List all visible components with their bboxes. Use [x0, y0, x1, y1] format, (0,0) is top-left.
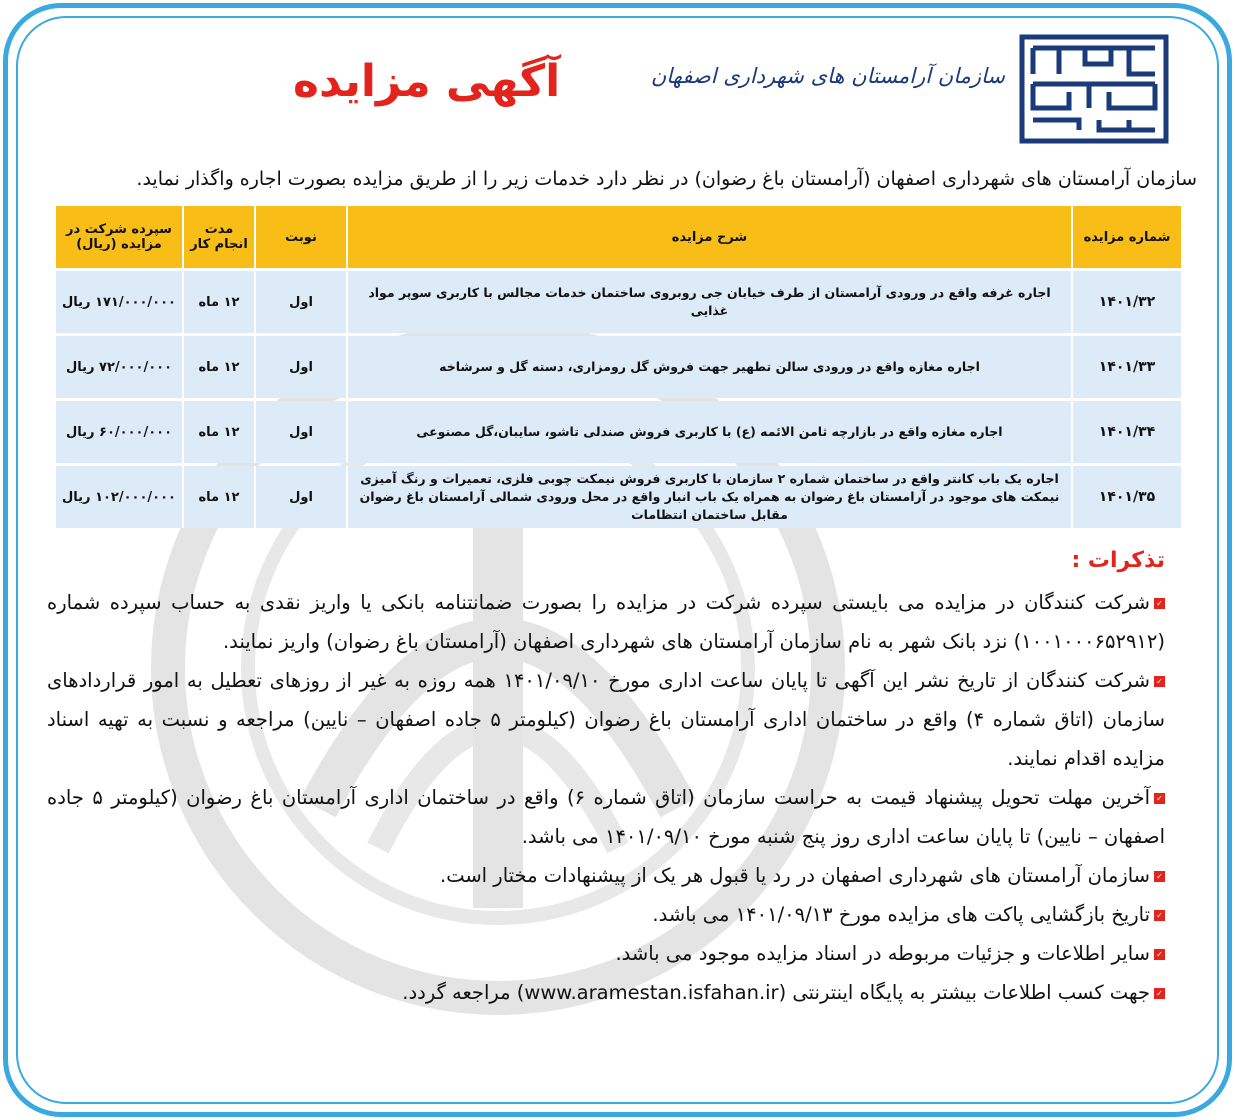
- cell-description: اجاره یک باب کانتر واقع در ساختمان شماره ۲ سازمان با کاربری فروش نیمکت چوبی فلزی، تعمیرات و رنگ آمیزی نیمکت های موجود در آرامستان باغ رضوان به همراه یک باب انبار واقع در محل ورودی شمالی آرامستان باغ رضوان مقابل ساختمان انتظامات: [346, 466, 1071, 528]
- cell-description: اجاره غرفه واقع در ورودی آرامستان از طرف خیابان جی روبروی ساختمان خدمات مجالس با کاربری سوپر مواد غذایی: [346, 271, 1071, 333]
- organization-logo: [1019, 34, 1169, 144]
- table-header-row: [56, 206, 1181, 268]
- cell-number: ۱۴۰۱/۳۵: [1071, 466, 1181, 528]
- cell-description: اجاره مغازه واقع در بازارچه ثامن الائمه (ع) با کاربری فروش صندلی تاشو، سایبان،گل مصنوعی: [346, 401, 1071, 463]
- notes-list: [47, 583, 1165, 1012]
- cell-duration: ۱۲ ماه: [182, 466, 254, 528]
- note-text: شرکت کنندگان در مزایده می بایستی سپرده شرکت در مزایده را بصورت ضمانتنامه بانکی یا واریز نقدی به حساب سپرده شماره (۱۰۰۱۰۰۰۶۵۲۹۱۲) نزد بانک شهر به نام سازمان آرامستان های شهرداری اصفهان (آرامستان باغ رضوان) واریز نمایند.: [47, 591, 1165, 653]
- cell-deposit: ۱۰۲/۰۰۰/۰۰۰ ریال: [56, 466, 182, 528]
- notice-title: آگهی مزایده: [293, 56, 561, 107]
- table-row: [56, 401, 1181, 463]
- cell-turn: اول: [254, 401, 346, 463]
- auction-table: [56, 203, 1181, 531]
- cell-turn: اول: [254, 271, 346, 333]
- header-number: شماره مزایده: [1071, 206, 1181, 268]
- note-item: [47, 934, 1165, 973]
- header-description: شرح مزایده: [346, 206, 1071, 268]
- note-text: جهت کسب اطلاعات بیشتر به پایگاه اینترنتی (www.aramestan.isfahan.ir) مراجعه گردد.: [402, 981, 1150, 1004]
- notes-title: تذکرات :: [1071, 548, 1165, 573]
- note-item: [47, 661, 1165, 778]
- cell-turn: اول: [254, 336, 346, 398]
- checkbox-bullet-icon: ✓: [1154, 793, 1165, 804]
- note-text: تاریخ بازگشایی پاکت های مزایده مورخ ۱۴۰۱/۰۹/۱۳ می باشد.: [652, 903, 1150, 926]
- checkbox-bullet-icon: ✓: [1154, 988, 1165, 999]
- header-deposit: سپرده شرکت در مزایده (ریال): [56, 206, 182, 268]
- cell-duration: ۱۲ ماه: [182, 271, 254, 333]
- note-item: [47, 583, 1165, 661]
- note-text: سازمان آرامستان های شهرداری اصفهان در رد یا قبول هر یک از پیشنهادات مختار است.: [440, 864, 1150, 887]
- cell-number: ۱۴۰۱/۳۲: [1071, 271, 1181, 333]
- cell-duration: ۱۲ ماه: [182, 401, 254, 463]
- checkbox-bullet-icon: ✓: [1154, 676, 1165, 687]
- intro-text: سازمان آرامستان های شهرداری اصفهان (آرامستان باغ رضوان) در نظر دارد خدمات زیر را از طریق مزایده بصورت اجاره واگذار نماید.: [136, 168, 1197, 190]
- note-text: شرکت کنندگان از تاریخ نشر این آگهی تا پایان ساعت اداری مورخ ۱۴۰۱/۰۹/۱۰ همه روزه به غیر از روزهای تعطیل به امور قراردادهای سازمان (اتاق شماره ۴) واقع در ساختمان اداری آرامستان باغ رضوان (کیلومتر ۵ جاده اصفهان – نایین) مراجعه و نسبت به تهیه اسناد مزایده اقدام نمایند.: [47, 669, 1165, 770]
- note-text: سایر اطلاعات و جزئیات مربوطه در اسناد مزایده موجود می باشد.: [615, 942, 1150, 965]
- checkbox-bullet-icon: ✓: [1154, 871, 1165, 882]
- cell-turn: اول: [254, 466, 346, 528]
- cell-deposit: ۱۷۱/۰۰۰/۰۰۰ ریال: [56, 271, 182, 333]
- cell-description: اجاره مغازه واقع در ورودی سالن تطهیر جهت فروش گل رومزاری، دسته گل و سرشاخه: [346, 336, 1071, 398]
- cell-number: ۱۴۰۱/۳۴: [1071, 401, 1181, 463]
- table-row: [56, 466, 1181, 528]
- note-item: [47, 778, 1165, 856]
- note-item: [47, 895, 1165, 934]
- notice-frame: [3, 3, 1232, 1117]
- organization-name: سازمان آرامستان های شهرداری اصفهان: [650, 64, 1005, 88]
- cell-duration: ۱۲ ماه: [182, 336, 254, 398]
- cell-deposit: ۶۰/۰۰۰/۰۰۰ ریال: [56, 401, 182, 463]
- table-row: [56, 271, 1181, 333]
- table-row: [56, 336, 1181, 398]
- note-text: آخرین مهلت تحویل پیشنهاد قیمت به حراست سازمان (اتاق شماره ۶) واقع در ساختمان اداری آرامستان باغ رضوان (کیلومتر ۵ جاده اصفهان – نایین) تا پایان ساعت اداری روز پنج شنبه مورخ ۱۴۰۱/۰۹/۱۰ می باشد.: [47, 786, 1165, 848]
- cell-deposit: ۷۲/۰۰۰/۰۰۰ ریال: [56, 336, 182, 398]
- checkbox-bullet-icon: ✓: [1154, 949, 1165, 960]
- header-turn: نوبت: [254, 206, 346, 268]
- note-item: [47, 973, 1165, 1012]
- header-duration: مدت انجام کار: [182, 206, 254, 268]
- checkbox-bullet-icon: ✓: [1154, 598, 1165, 609]
- checkbox-bullet-icon: ✓: [1154, 910, 1165, 921]
- note-item: [47, 856, 1165, 895]
- cell-number: ۱۴۰۱/۳۳: [1071, 336, 1181, 398]
